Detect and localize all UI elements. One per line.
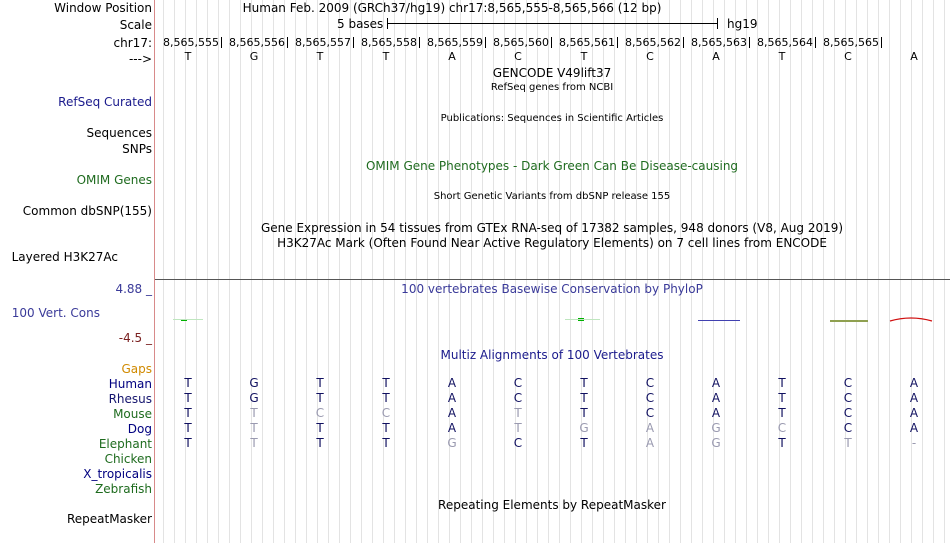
omim-phenotypes-track-title[interactable]: OMIM Gene Phenotypes - Dark Green Can Be Disease-causing (365, 159, 739, 173)
alignment-base-dog: A (909, 421, 919, 435)
label-chrom: chr17: (113, 36, 152, 50)
alignment-base-rhesus: A (447, 391, 457, 405)
ruler-tick (419, 37, 420, 48)
dna-base: T (382, 50, 390, 63)
dna-base: G (249, 50, 259, 63)
alignment-base-elephant: - (911, 436, 917, 450)
label-mouse[interactable]: Mouse (113, 407, 152, 421)
dna-base: T (580, 50, 588, 63)
alignment-base-elephant: T (580, 436, 588, 450)
ruler-tick (551, 37, 552, 48)
alignment-base-human: C (513, 376, 523, 390)
dna-base: C (514, 50, 522, 63)
scale-db-label: hg19 (727, 17, 758, 31)
alignment-base-mouse: T (778, 406, 786, 420)
label-sequences[interactable]: Sequences (86, 126, 152, 140)
label-common-dbsnp[interactable]: Common dbSNP(155) (22, 204, 152, 218)
scale-bar-label: 5 bases (337, 17, 384, 31)
alignment-base-mouse: T (184, 406, 192, 420)
alignment-base-human: A (909, 376, 919, 390)
refseq-track-subtitle[interactable]: RefSeq genes from NCBI (490, 82, 614, 93)
alignment-base-rhesus: T (184, 391, 192, 405)
ruler-position-label: 8,565,555 (163, 36, 219, 49)
ruler-tick (815, 37, 816, 48)
label-gaps[interactable]: Gaps (121, 362, 152, 376)
alignment-base-dog: T (250, 421, 258, 435)
label-elephant[interactable]: Elephant (98, 437, 152, 451)
alignment-base-rhesus: T (580, 391, 588, 405)
alignment-base-rhesus: C (645, 391, 655, 405)
ruler-position-label: 8,565,558 (361, 36, 417, 49)
repeatmasker-track-title[interactable]: Repeating Elements by RepeatMasker (438, 498, 666, 512)
ruler-position-label: 8,565,561 (559, 36, 615, 49)
dna-base: T (316, 50, 324, 63)
dna-base: T (778, 50, 786, 63)
label-rhesus[interactable]: Rhesus (108, 392, 152, 406)
phylop-track-title[interactable]: 100 vertebrates Basewise Conservation by PhyloP (401, 282, 703, 296)
ruler-position-label: 8,565,557 (295, 36, 351, 49)
alignment-base-mouse: A (909, 406, 919, 420)
alignment-base-mouse: C (315, 406, 325, 420)
ruler-position-label: 8,565,563 (691, 36, 747, 49)
label-human[interactable]: Human (108, 377, 152, 391)
label-repeatmasker[interactable]: RepeatMasker (66, 512, 152, 526)
label-strand: ---> (128, 52, 152, 66)
alignment-base-human: T (316, 376, 324, 390)
alignment-base-dog: T (514, 421, 522, 435)
alignment-base-mouse: C (843, 406, 853, 420)
dna-base: A (910, 50, 918, 63)
alignment-base-elephant: G (711, 436, 721, 450)
multiz-track-title[interactable]: Multiz Alignments of 100 Vertebrates (440, 348, 664, 362)
label-100-vert-cons[interactable]: 100 Vert. Cons (11, 306, 100, 320)
label-omim-genes[interactable]: OMIM Genes (76, 173, 152, 187)
ruler-position-label: 8,565,559 (427, 36, 483, 49)
ruler-position-label: 8,565,562 (625, 36, 681, 49)
ruler-tick (617, 37, 618, 48)
phylop-negative-peak (888, 315, 934, 323)
alignment-base-mouse: T (514, 406, 522, 420)
ruler-position-label: 8,565,564 (757, 36, 813, 49)
alignment-base-rhesus: C (513, 391, 523, 405)
label-axis-max: 4.88 _ (115, 282, 152, 296)
ruler-tick (287, 37, 288, 48)
alignment-base-dog: G (711, 421, 721, 435)
alignment-base-rhesus: A (711, 391, 721, 405)
dbsnp-track-title[interactable]: Short Genetic Variants from dbSNP release 155 (433, 191, 671, 202)
ruler-position-label: 8,565,560 (493, 36, 549, 49)
h3k27ac-track-title[interactable]: H3K27Ac Mark (Often Found Near Active Regulatory Elements) on 7 cell lines from ENCODE (277, 236, 827, 250)
alignment-base-dog: A (447, 421, 457, 435)
dna-base: C (646, 50, 654, 63)
gencode-track-title[interactable]: GENCODE V49lift37 (492, 66, 612, 80)
alignment-base-human: A (711, 376, 721, 390)
alignment-base-rhesus: A (909, 391, 919, 405)
alignment-base-human: T (778, 376, 786, 390)
label-axis-min: -4.5 _ (118, 331, 152, 345)
alignment-base-dog: G (579, 421, 589, 435)
alignment-base-human: A (447, 376, 457, 390)
alignment-base-human: G (249, 376, 259, 390)
alignment-base-rhesus: G (249, 391, 259, 405)
dna-base: T (184, 50, 192, 63)
alignment-base-mouse: T (580, 406, 588, 420)
alignment-base-elephant: G (447, 436, 457, 450)
alignment-base-elephant: T (184, 436, 192, 450)
gtex-track-title[interactable]: Gene Expression in 54 tissues from GTEx RNA-seq of 17382 samples, 948 donors (V8, Aug 2019) (260, 221, 844, 235)
alignment-base-mouse: A (711, 406, 721, 420)
alignment-base-human: T (580, 376, 588, 390)
ruler-position-label: 8,565,565 (823, 36, 879, 49)
alignment-base-dog: T (184, 421, 192, 435)
alignment-base-elephant: C (513, 436, 523, 450)
alignment-base-rhesus: T (382, 391, 390, 405)
ruler-tick (683, 37, 684, 48)
alignment-base-elephant: T (250, 436, 258, 450)
window-position-text: Human Feb. 2009 (GRCh37/hg19) chr17:8,565,555-8,565,566 (12 bp) (242, 1, 662, 15)
alignment-base-rhesus: T (316, 391, 324, 405)
label-zebrafish[interactable]: Zebrafish (95, 482, 152, 496)
label-snps[interactable]: SNPs (122, 142, 152, 156)
label-dog[interactable]: Dog (127, 422, 152, 436)
alignment-base-rhesus: C (843, 391, 853, 405)
label-window-position: Window Position (54, 1, 152, 15)
alignment-base-dog: T (316, 421, 324, 435)
track-image[interactable] (155, 0, 950, 543)
label-chicken[interactable]: Chicken (104, 452, 152, 466)
dna-base: A (448, 50, 456, 63)
alignment-base-mouse: T (250, 406, 258, 420)
alignment-base-dog: T (382, 421, 390, 435)
alignment-base-human: C (645, 376, 655, 390)
alignment-base-human: T (184, 376, 192, 390)
alignment-base-rhesus: T (778, 391, 786, 405)
alignment-base-elephant: T (382, 436, 390, 450)
label-layered-h3k27ac[interactable]: Layered H3K27Ac (11, 250, 118, 264)
alignment-base-mouse: C (645, 406, 655, 420)
ruler-tick (881, 37, 882, 48)
publications-track-title[interactable]: Publications: Sequences in Scientific Articles (440, 113, 664, 124)
label-scale: Scale (119, 18, 152, 32)
ruler-tick (485, 37, 486, 48)
dna-base: C (844, 50, 852, 63)
ruler-tick (221, 37, 222, 48)
alignment-base-elephant: T (778, 436, 786, 450)
alignment-base-dog: C (777, 421, 787, 435)
dna-base: A (712, 50, 720, 63)
label-x-tropicalis[interactable]: X_tropicalis (83, 467, 152, 481)
alignment-base-mouse: C (381, 406, 391, 420)
alignment-base-mouse: A (447, 406, 457, 420)
alignment-base-human: C (843, 376, 853, 390)
alignment-base-dog: C (843, 421, 853, 435)
alignment-base-elephant: T (316, 436, 324, 450)
ruler-tick (353, 37, 354, 48)
ruler-tick (749, 37, 750, 48)
alignment-base-human: T (382, 376, 390, 390)
label-refseq-curated[interactable]: RefSeq Curated (58, 95, 152, 109)
alignment-base-dog: A (645, 421, 655, 435)
alignment-base-elephant: A (645, 436, 655, 450)
alignment-base-elephant: T (844, 436, 852, 450)
ruler-position-label: 8,565,556 (229, 36, 285, 49)
conservation-separator (155, 279, 950, 280)
track-labels-panel (0, 0, 154, 543)
